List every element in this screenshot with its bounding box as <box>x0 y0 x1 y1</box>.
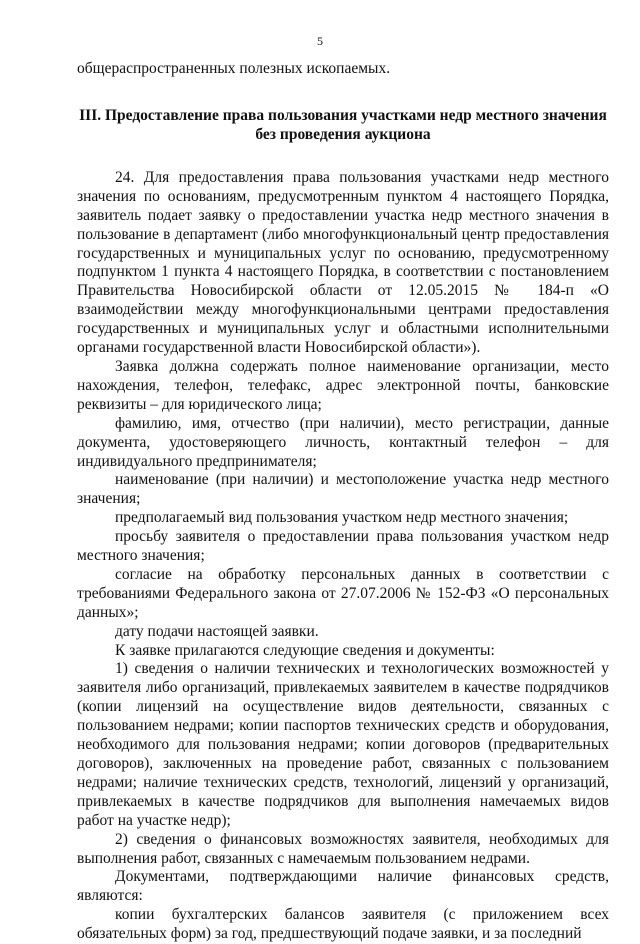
page-number: 5 <box>317 34 323 48</box>
paragraph-site-name: наименование (при наличии) и местоположение участка недр местного значения; <box>77 471 609 508</box>
paragraph-24: 24. Для предоставления права пользования участками недр местного значения по основаниям, предусмотренным пунктом 4 настоящего Порядка, заявитель подает заявку о предоставлении участка недр местного значения в пользование в департамент (либо многофункциональный центр предоставления государственных и муниципальных услуг по основанию, предусмотренному подпунктом 1 пункта 4 настоящего Порядка, в соответствии с постановлением Правительства Новосибирской области от 12.05.2015 № 184-п «О взаимодействии между многофункциональными центрами предоставления государственных и муниципальных услуг и областными исполнительными органами государственной власти Новосибирской области»). <box>77 168 609 357</box>
paragraph-individual-entrepreneur: фамилию, имя, отчество (при наличии), место регистрации, данные документа, удостоверяющего личность, контактный телефон – для индивидуального предпринимателя; <box>77 414 609 470</box>
paragraph-financial-docs: Документами, подтверждающими наличие финансовых средств, являются: <box>77 868 609 905</box>
section-heading-line-1: III. Предоставление права пользования участками недр местного значения <box>79 106 607 124</box>
paragraph-item-2: 2) сведения о финансовых возможностях заявителя, необходимых для выполнения работ, связанных с намечаемым пользованием недрами. <box>77 830 609 867</box>
paragraph-date: дату подачи настоящей заявки. <box>115 622 319 640</box>
paragraph-use-type: предполагаемый вид пользования участком недр местного значения; <box>115 509 569 527</box>
paragraph-attachments: К заявке прилагаются следующие сведения и документы: <box>115 641 495 659</box>
section-heading <box>77 106 609 144</box>
paragraph-balance-copies: копии бухгалтерских балансов заявителя (с приложением всех обязательных форм) за год, предшествующий подаче заявки, и за последний <box>77 906 609 943</box>
paragraph-item-1: 1) сведения о наличии технических и технологических возможностей у заявителя либо организаций, привлекаемых заявителем в качестве подрядчиков (копии лицензий на осуществление видов деятельности, связанных с пользованием недрами; копии паспортов технических средств и оборудования, необходимого для пользования недрами; копии договоров (предварительных договоров), заключенных на проведение работ, связанных с пользованием недрами; наличие технических средств, технологий, лицензий у организаций, привлекаемых в качестве подрядчиков для выполнения намечаемых видов работ на участке недр); <box>77 660 609 829</box>
paragraph-consent: согласие на обработку персональных данных в соответствии с требованиями Федерального закона от 27.07.2006 № 152-ФЗ «О персональных данных»; <box>77 565 609 621</box>
top-line: общераспространенных полезных ископаемых. <box>77 60 391 77</box>
paragraph-request: просьбу заявителя о предоставлении права пользования участком недр местного значения; <box>77 528 609 565</box>
document-body <box>77 60 609 944</box>
paragraph-application-content: Заявка должна содержать полное наименование организации, место нахождения, телефон, телефакс, адрес электронной почты, банковские реквизиты – для юридического лица; <box>77 357 609 413</box>
section-heading-line-2: без проведения аукциона <box>255 125 431 143</box>
